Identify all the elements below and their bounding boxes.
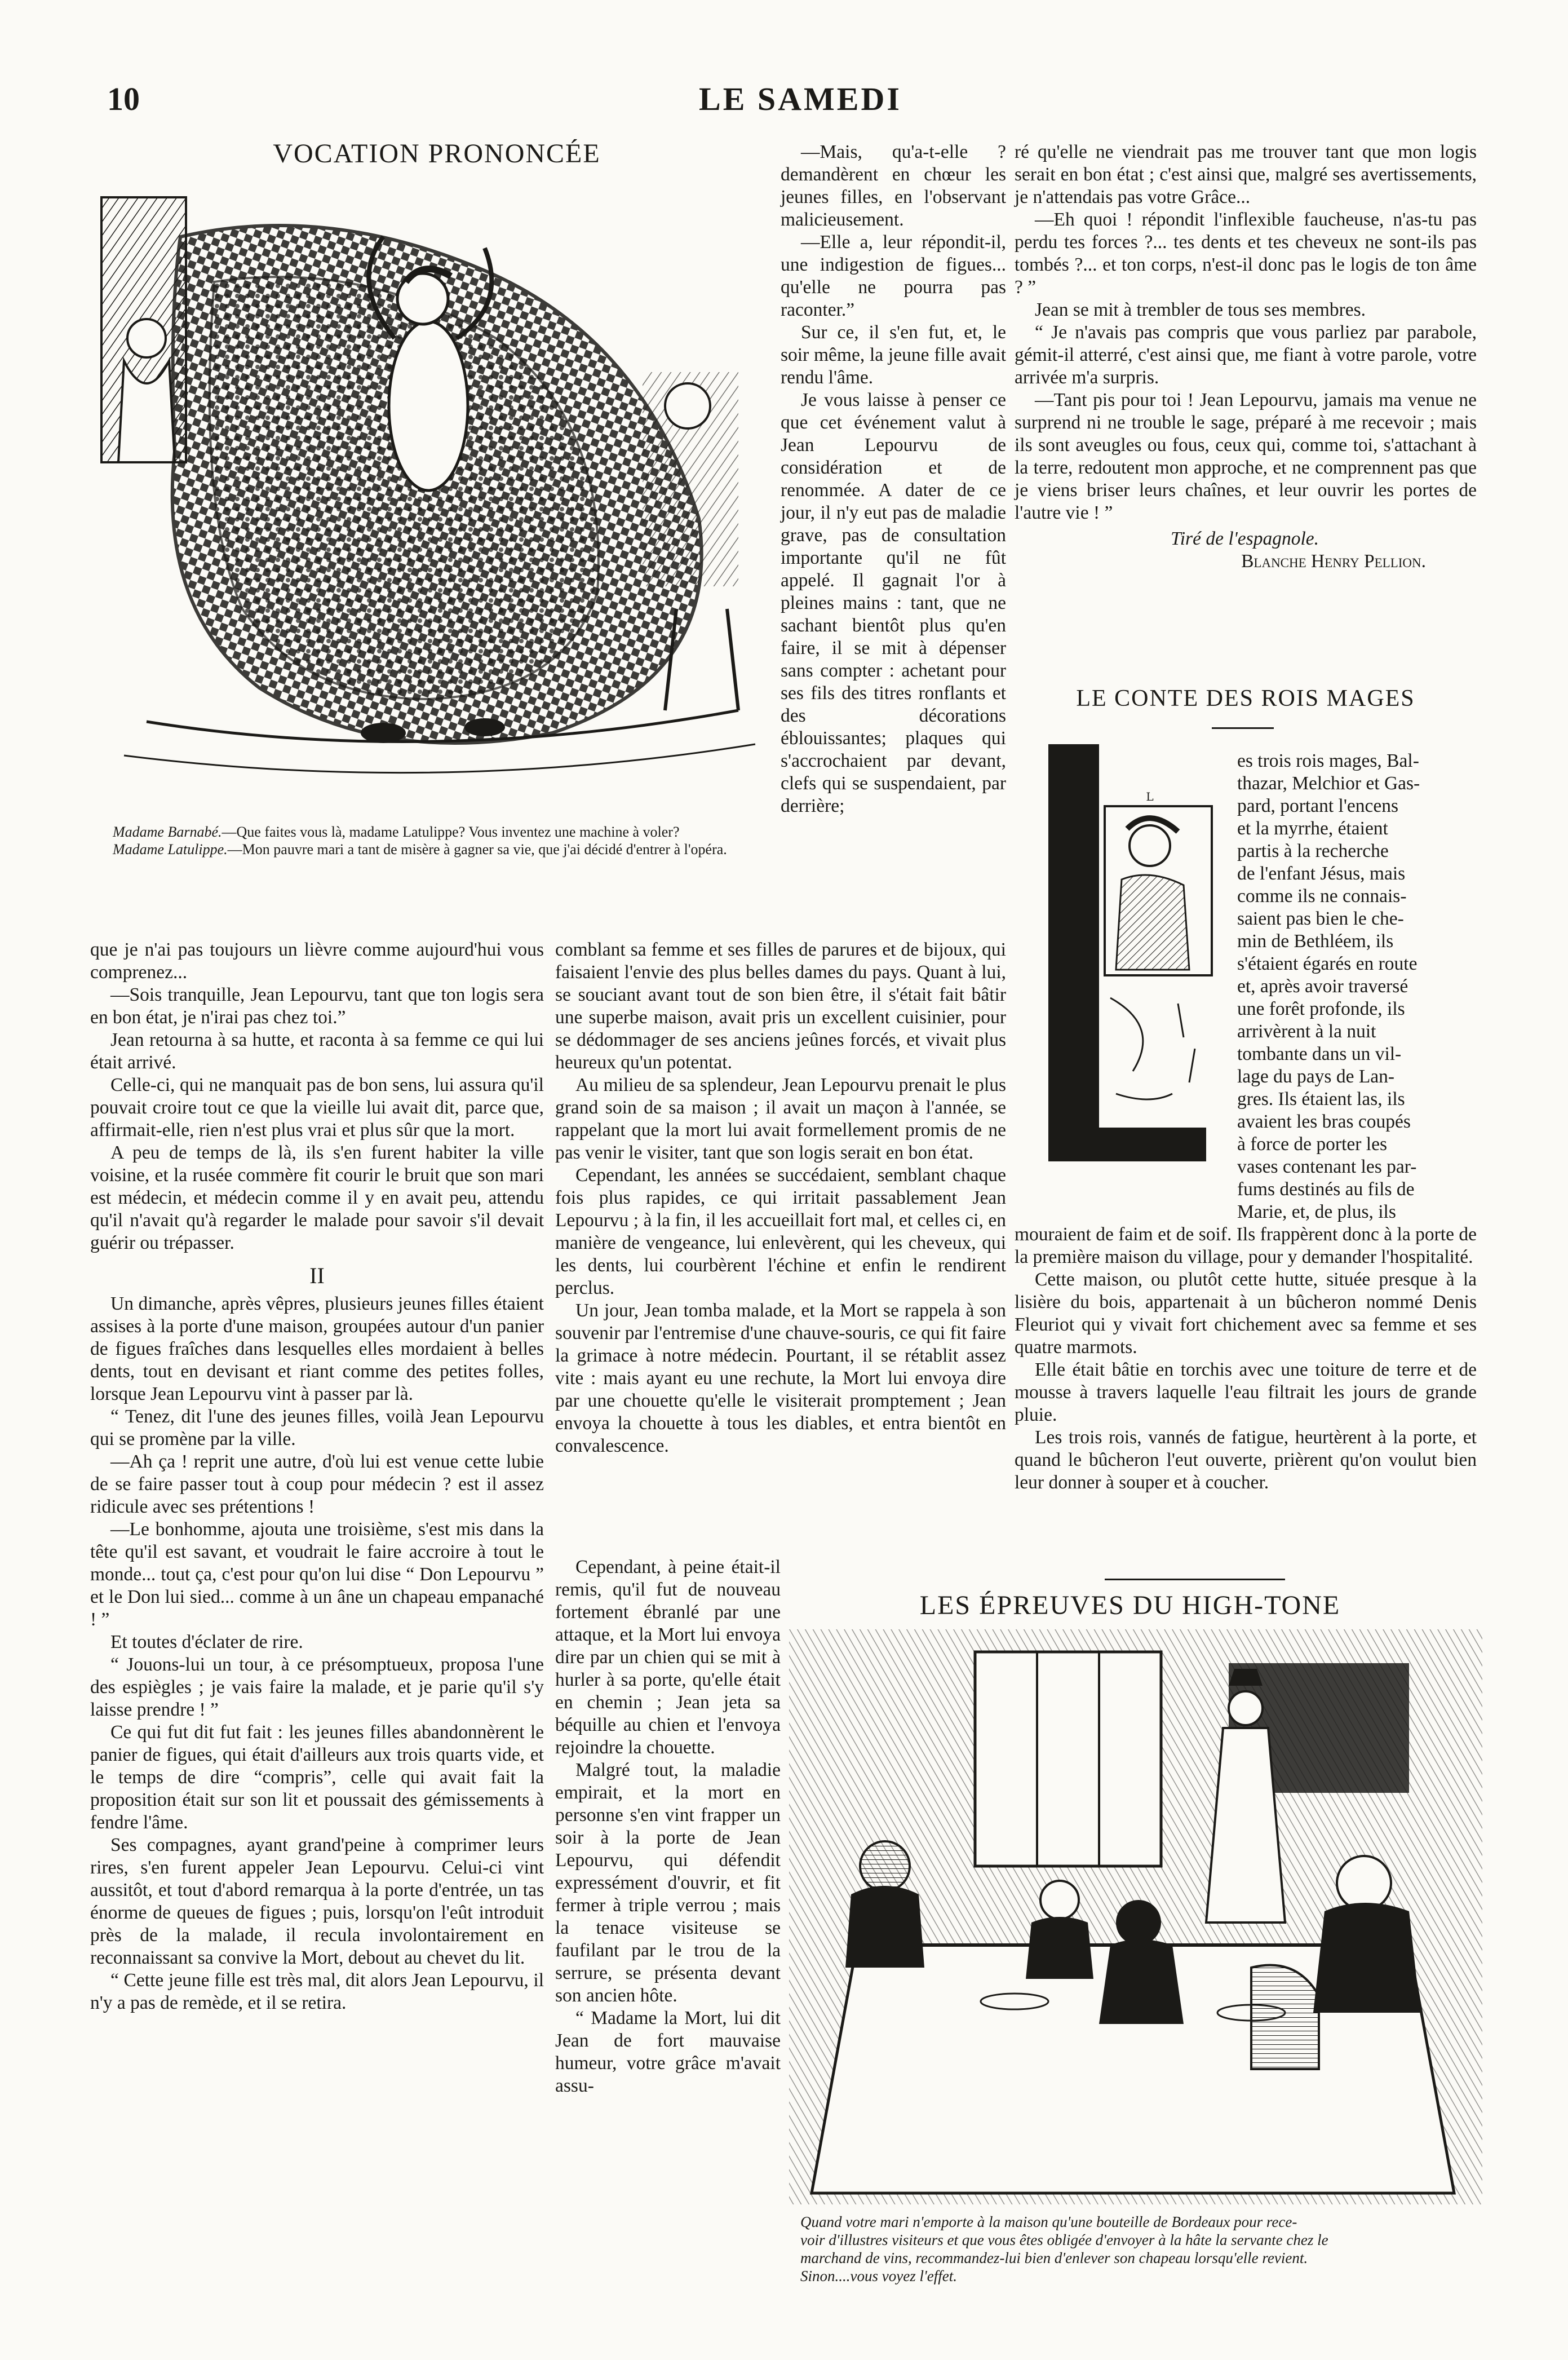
story-column-b-lower <box>555 1556 781 2097</box>
paragraph: Jean se mit à trembler de tous ses membres. <box>1035 299 1366 320</box>
page-number: 10 <box>107 81 140 117</box>
story-column-b-top <box>781 141 1006 817</box>
caption-speaker-latulippe: Madame Latulippe. <box>113 841 228 858</box>
caption-vocation <box>113 823 767 858</box>
paragraph: Au milieu de sa splendeur, Jean Lepourvu prenait le plus grand soin de sa maison ; il avait un maçon à l'année, se rappelant que la mort lui avait formellement promis de ne pas venir le visiter, tant que son logis serait en bon état. <box>555 1075 1006 1163</box>
article-title-vocation: VOCATION PRONONCÉE <box>273 139 601 169</box>
paragraph: Jean retourna à sa hutte, et raconta à sa femme ce qui lui était arrivé. <box>90 1029 544 1073</box>
line: min de Bethléem, ils <box>1237 931 1394 952</box>
line: vases contenant les par- <box>1237 1156 1417 1177</box>
line: Marie, et, de plus, ils <box>1237 1201 1396 1222</box>
line: à force de porter les <box>1237 1134 1387 1155</box>
story-column-a <box>90 939 544 2014</box>
paragraph: —Le bonhomme, ajouta une troisième, s'est mis dans la tête qu'il est savant, et voudrait le faire accroire à tout le monde... tout ça, c'est pour qu'on lui dise “ Don Lepourvu ” et le Don lui sied... comme à un âne un chapeau empanaché ! ” <box>90 1519 544 1630</box>
paragraph: Sur ce, il s'en fut, et, le soir même, la jeune fille avait rendu l'âme. <box>781 322 1006 388</box>
line: lage du pays de Lan- <box>1237 1066 1395 1087</box>
paragraph: Un dimanche, après vêpres, plusieurs jeunes filles étaient assises à la porte d'une maison, groupées autour d'un panier de figues fraîches dans lesquelles elles mordaient à belles dents, tout en devisant et riant comme des petites folles, lorsque Jean Lepourvu vint à passer par là. <box>90 1293 544 1404</box>
paragraph: Cette maison, ou plutôt cette hutte, située presque à la lisière du bois, appartenait à un bûcheron nommé Denis Fleuriot qui y vivait fort chichement avec sa femme et ses quatre marmots. <box>1015 1269 1477 1358</box>
caption-speaker-barnabe: Madame Barnabé. <box>113 824 222 840</box>
line: arrivèrent à la nuit <box>1237 1021 1376 1042</box>
paragraph: “ Je n'avais pas compris que vous parliez par parabole, gémit-il atterré, c'est ainsi que, me fiant à votre parole, votre arrivée m'a surpris. <box>1015 322 1477 388</box>
line: es trois rois mages, Bal- <box>1237 750 1419 771</box>
paragraph: “ Jouons-lui un tour, à ce présomptueux, proposa l'une des espiègles ; je vais faire la malade, et je parie qu'il s'y laisse prendre ! ” <box>90 1654 544 1720</box>
article-title-hightone: LES ÉPREUVES DU HIGH-TONE <box>919 1590 1341 1620</box>
paragraph: “ Cette jeune fille est très mal, dit alors Jean Lepourvu, il n'y a pas de remède, et il se retira. <box>90 1970 544 2013</box>
paragraph: —Tant pis pour toi ! Jean Lepourvu, jamais ma venue ne surprend ni ne trouble le sage, préparé à me recevoir ; mais ils sont aveugles ou fous, ceux qui, comme toi, s'attachant à la terre, redoutent mon approche, et ne comprennent pas que je viens briser leurs chaînes, et leur ouvrir les portes de l'autre vie ! ” <box>1015 390 1477 523</box>
paragraph: Les trois rois, vannés de fatigue, heurtèrent à la porte, et quand le bûcheron l'eut ouverte, prièrent qu'on voulut bien leur donner à souper et à coucher. <box>1015 1427 1477 1493</box>
caption-line: marchand de vins, recommandez-lui bien d'enlever son chapeau lorsqu'elle revient. <box>800 2249 1308 2266</box>
caption-hightone <box>800 2213 1477 2285</box>
caption-text-barnabe: —Que faites vous là, madame Latulippe? Vous inventez une machine à voler? <box>222 824 680 840</box>
paragraph: Et toutes d'éclater de rire. <box>110 1632 303 1652</box>
illustration-hightone-dinner <box>789 1629 1482 2204</box>
paragraph: Ce qui fut dit fut fait : les jeunes filles abandonnèrent le panier de figues, qui était d'ailleurs aux trois quarts vide, et le temps de dire “compris”, celle qui avait fait la proposition était sur son lit et poussait des gémissements à fendre l'âme. <box>90 1722 544 1833</box>
author-signature: Blanche Henry Pellion. <box>1241 551 1426 572</box>
paragraph: “ Madame la Mort, lui dit Jean de fort mauvaise humeur, votre grâce m'avait assu- <box>555 2008 781 2096</box>
paragraph: —Eh quoi ! répondit l'inflexible faucheuse, n'as-tu pas perdu tes forces ?... tes dents et tes cheveux ne sont-ils pas tombés ?... et ton corps, n'est-il donc pas le logis de ton âme ? ” <box>1015 209 1477 298</box>
caption-text-latulippe: —Mon pauvre mari a tant de misère à gagner sa vie, que j'ai décidé d'entrer à l'opéra. <box>227 841 727 858</box>
paragraph: Malgré tout, la maladie empirait, et la mort en personne s'en vint frapper un soir à la porte de Jean Lepourvu, qui défendit expressément d'ouvrir, et fit fermer à triple verrou ; mais la tenace visiteuse se faufilant par le trou de la serrure, se présenta devant son ancien hôte. <box>555 1760 781 2006</box>
conte-dropcap-text <box>1237 750 1480 1223</box>
paragraph: Un jour, Jean tomba malade, et la Mort se rappela à son souvenir par l'entremise d'une chauve-souris, ce qui fit faire la grimace à notre médecin. Pourtant, il se rétablit assez vite : mais ayant eu une rechute, la Mort lui envoya dire par une chouette qu'elle le visiterait promptement ; Jean envoya la chouette à tous les diables, et entra bientôt en convalescence. <box>555 1300 1006 1456</box>
paragraph: Elle était bâtie en torchis avec une toiture de terre et de mousse à travers laquelle l'eau filtrait les jours de grande pluie. <box>1015 1359 1477 1425</box>
source-note: Tiré de l'espagnole. <box>1170 528 1319 549</box>
caption-line: Sinon....vous voyez l'effet. <box>800 2268 957 2284</box>
illustration-vocation-dancer <box>90 169 772 801</box>
line: avaient les bras coupés <box>1237 1111 1411 1132</box>
line: comme ils ne connais- <box>1237 886 1407 907</box>
paragraph: —Elle a, leur répondit-il, une indigestion de figues... qu'elle ne pourra pas raconter.” <box>781 232 1006 320</box>
paragraph: Ses compagnes, ayant grand'peine à comprimer leurs rires, s'en furent appeler Jean Lepourvu. Celui-ci vint aussitôt, et tout d'abord remarqua à la porte d'entrée, un tas énorme de queues de figues ; puis, lorsqu'on l'eût introduit près de la malade, il recula involontairement en reconnaissant sa convive la Mort, debout au chevet du lit. <box>90 1835 544 1968</box>
dropcap-illustration <box>1037 733 1223 1195</box>
paragraph: “ Tenez, dit l'une des jeunes filles, voilà Jean Lepourvu qui se promène par la ville. <box>90 1406 544 1449</box>
story-column-b <box>555 939 1006 1457</box>
journal-masthead: LE SAMEDI <box>699 81 902 117</box>
dropcap-letter: L <box>1146 790 1154 803</box>
section-rule <box>1105 1579 1285 1580</box>
paragraph: —Ah ça ! reprit une autre, d'où lui est venue cette lubie de se faire passer tout à coup pour médecin ? est il assez ridicule avec ses prétentions ! <box>90 1451 544 1517</box>
caption-line: Quand votre mari n'emporte à la maison qu'une bouteille de Bordeaux pour rece- <box>800 2213 1297 2230</box>
line: tombante dans un vil- <box>1237 1044 1402 1064</box>
article-title-conte: LE CONTE DES ROIS MAGES <box>1076 686 1415 711</box>
paragraph: —Sois tranquille, Jean Lepourvu, tant que ton logis sera en bon état, je n'irai pas chez toi.” <box>90 984 544 1028</box>
line: fums destinés au fils de <box>1237 1179 1415 1200</box>
line: gres. Ils étaient las, ils <box>1237 1089 1405 1110</box>
line: de l'enfant Jésus, mais <box>1237 863 1406 884</box>
section-numeral: II <box>309 1263 325 1288</box>
line: thazar, Melchior et Gas- <box>1237 773 1420 794</box>
line: partis à la recherche <box>1237 841 1389 861</box>
story-column-c <box>1015 141 1477 573</box>
paragraph: Je vous laisse à penser ce que cet événement valut à Jean Lepourvu de considération et de renommée. A dater de ce jour, il n'y eut pas de maladie grave, pas de consultation importante qu'il ne fût appelé. Il gagnait l'or à pleines mains : tant, que ne sachant bientôt plus qu'en faire, il se mit à dépenser sans compter : achetant pour ses fils des titres ronflants et des décorations éblouissantes; plaques qui s'accrochaient par devant, clefs qui se suspendaient, par derrière; <box>781 390 1006 816</box>
line: pard, portant l'encens <box>1237 795 1399 816</box>
paragraph: A peu de temps de là, ils s'en furent habiter la ville voisine, et la rusée commère fit courir le bruit que son mari est médecin, et médecin comme il y en avait peu, attendu qu'il n'avait qu'à regarder le malade pour savoir s'il devait guérir ou trépasser. <box>90 1142 544 1253</box>
paragraph: Cependant, à peine était-il remis, qu'il fut de nouveau fortement ébranlé par une attaque, et la Mort lui envoya dire par un chien qui se mit à hurler à sa porte, qu'elle était en chemin ; Jean jeta sa béquille au chien et l'envoya rejoindre la chouette. <box>555 1557 781 1758</box>
line: et, après avoir traversé <box>1237 976 1408 997</box>
paragraph: ré qu'elle ne viendrait pas me trouver tant que mon logis serait en bon état ; c'est ainsi que, malgré ses avertissements, je n'attendais pas votre Grâce... <box>1015 142 1477 207</box>
caption-line: voir d'illustres visiteurs et que vous êtes obligée d'envoyer à la hâte la servante chez le <box>800 2231 1328 2248</box>
paragraph: —Mais, qu'a-t-elle ? demandèrent en chœur les jeunes filles, en l'observant malicieusement. <box>781 142 1006 230</box>
paragraph: mouraient de faim et de soif. Ils frappèrent donc à la porte de la première maison du village, pour y demander l'hospitalité. <box>1015 1224 1477 1267</box>
line: et la myrrhe, étaient <box>1237 818 1388 839</box>
line: une forêt profonde, ils <box>1237 998 1405 1019</box>
paragraph: Cependant, les années se succédaient, semblant chaque fois plus rapides, ce qui irritait passablement Jean Lepourvu ; à la fin, il les accueillait fort mal, et celles ci, en manière de vengeance, lui enlevèrent, qui les cheveux, qui les dents, lui courbèrent l'échine et enfin le rendirent perclus. <box>555 1165 1006 1298</box>
title-rule <box>1212 727 1274 729</box>
conte-body <box>1015 1223 1477 1494</box>
paragraph: Celle-ci, qui ne manquait pas de bon sens, lui assura qu'il pouvait croire tout ce que la vieille lui avait dit, parce que, affirmait-elle, rien n'est plus vrai et plus sûr que la mort. <box>90 1075 544 1141</box>
line: saient pas bien le che- <box>1237 908 1404 929</box>
line: s'étaient égarés en route <box>1237 953 1418 974</box>
paragraph: comblant sa femme et ses filles de parures et de bijoux, qui faisaient l'envie des plus belles dames du pays. Quant à lui, se souciant avant tout de son bien être, il s'était fait bâtir une superbe maison, avait pris un excellent cuisinier, pour se dédommager de ses anciens jeûnes forcés, et vivait plus heureux qu'un potentat. <box>555 939 1006 1073</box>
paragraph: que je n'ai pas toujours un lièvre comme aujourd'hui vous comprenez... <box>90 939 544 983</box>
